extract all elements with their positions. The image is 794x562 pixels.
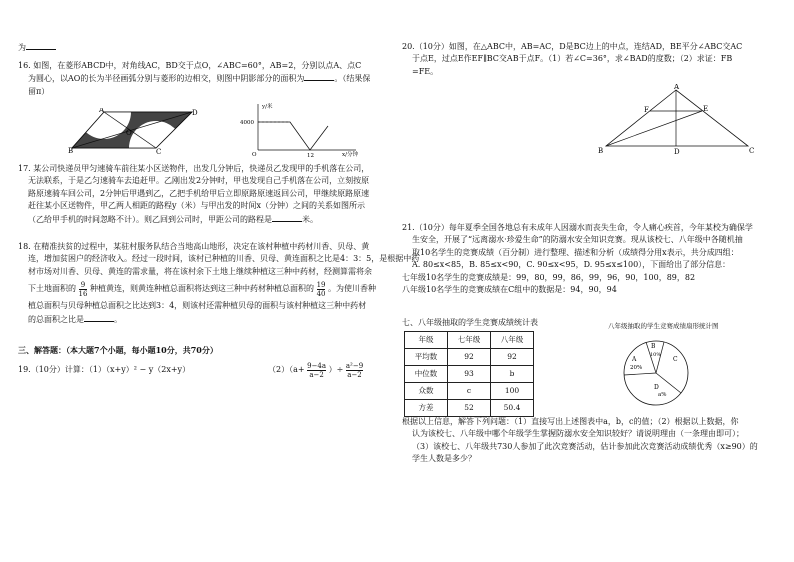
svg-text:A: A	[99, 108, 105, 114]
table-row: 方差 52 50.4	[405, 400, 534, 417]
svg-text:10%: 10%	[650, 352, 662, 358]
svg-text:a%: a%	[658, 392, 667, 398]
question-17: 17. 某公司快递员甲匀速骑车前往某小区送物件，出发几分钟后，快递员乙发现甲的手机落在公司， 无法联系，于是乙匀速骑车去追赶甲。乙刚出发2分钟时，甲也发现自己手机落在公司，立刻按原 路原速骑车回公司，2分钟后甲遇到乙，乙把手机给甲后立即原路原速返回公司，甲继续原路原速 赶往某小区送物件，甲乙两人相距的路程y（米）与甲出发的时间x（分钟）之间的关系如图所示 （乙给甲手机的时间忽略不计）。则乙回到公司时，甲距公司的路程是 米。	[18, 164, 370, 224]
svg-text:A: A	[632, 356, 637, 363]
svg-text:O: O	[126, 129, 132, 137]
svg-text:B: B	[68, 147, 74, 154]
svg-text:B: B	[651, 343, 656, 350]
svg-text:D: D	[674, 148, 680, 156]
section-3-heading: 三、解答题：（本大题7个小题，每小题10分，共70分）	[18, 345, 218, 355]
svg-text:D: D	[654, 384, 659, 391]
table-row: 平均数 92 92	[405, 349, 534, 366]
question-18: 18. 在精准扶贫的过程中，某驻村服务队结合当地高山地形，决定在该村种植中药材川香、贝母、黄 连，增加贫困户的经济收入。经过一段时间，该村已种植的川香、贝母、黄连面积之比是4：3：5，是根据中药 材市场对川香、贝母、黄连的需求量，将在该村余下土地上继续种植这三种中药材，经测算需将余 下土地面积的 $\frac{9}{16}$ 种植黄连，则黄连种植总面积将达到这三种中药材种植总面积的 $\frac{19}{40}$ 。为使川香种 植总面积与贝母种植总面积之比达到3：4，则该村还需种植贝母的面积与该村种植这三种中药材 的总面积之比是 。	[18, 242, 420, 324]
answer-blank-16	[304, 72, 334, 81]
svg-text:x/分钟: x/分钟	[342, 152, 358, 158]
svg-text:D: D	[192, 109, 198, 117]
graph-line	[258, 122, 328, 150]
svg-text:4000: 4000	[240, 120, 254, 126]
answer-blank-17	[272, 213, 302, 222]
svg-text:C: C	[749, 147, 755, 155]
table-header-row: 年级 七年级 八年级	[405, 332, 534, 349]
question-19-part1: 19.（10分）计算：（1）（x+y）² − y（2x+y）	[18, 365, 191, 374]
triangle-abc	[606, 90, 748, 146]
pie-chart	[618, 333, 714, 413]
answer-blank-18	[84, 313, 114, 322]
svg-text:20%: 20%	[630, 365, 643, 371]
svg-text:C: C	[673, 356, 678, 363]
stats-table	[404, 331, 534, 417]
question-21: 21.（10分）每年夏季全国各地总有未成年人因溺水而丧失生命，令人痛心疾首，今年某校为确保学 生安全，开展了“远离溺水·珍爱生命”的防溺水安全知识竞赛。现从该校七、八年级中各随机抽 取10名学生的竞赛成绩（百分制）进行整理、描述和分析（成绩得分用x表示，共分成四组： A. 80≤x<85，B. 85≤x<90，C. 90≤x<95，D. 95≤x≤100），下面给出了部分信息： 七年级10名学生的竞赛成绩是：99，80，99，86，99，96，90，100，89，82 八年级10名学生的竞赛成绩在C组中的数据是：94，90，94	[402, 223, 753, 294]
svg-text:12: 12	[307, 153, 314, 158]
question-20: 20.（10分）如图，在△ABC中，AB=AC，D是BC边上的中点，连结AD，BE平分∠ABC交AC 于点E，过点E作EF∥BC交AB于点F。（1）若∠C=36°，求∠BAD的度数；（2）求证：FB =FE。	[402, 42, 743, 76]
rhombus-figure	[68, 108, 198, 154]
answer-blank-15	[26, 41, 56, 50]
table-title: 七、八年级抽取的学生竞赛成绩统计表	[402, 318, 538, 327]
svg-text:B: B	[598, 147, 604, 155]
svg-text:O: O	[252, 152, 257, 158]
question-16: 16. 如图，在菱形ABCD中，对角线AC，BD交于点O，∠ABC=60°，AB=2，分别以点A、点C 为圆心，以AO的长为半径画弧分别与菱形的边相交，则图中阴影部分的面积为 。（结果保 留π）	[18, 61, 371, 96]
question-21-tasks: 根据以上信息，解答下列问题：（1）直接写出上述图表中a，b，c的值；（2）根据以上数据，你 认为该校七、八年级中哪个年级学生掌握防溺水安全知识较好？请说明理由（一条理由即可）； （3）该校七、八年级共730人参加了此次竞赛活动，估计参加此次竞赛活动成绩优秀（x≥90）的 学生人数是多少？	[402, 417, 758, 464]
svg-text:C: C	[156, 148, 162, 154]
line-0: 为	[18, 41, 56, 54]
svg-text:E: E	[703, 105, 709, 113]
segment-be	[606, 111, 702, 146]
svg-text:y/米: y/米	[262, 104, 273, 110]
pie-title: 八年级抽取的学生竞赛成绩扇形统计图	[608, 322, 719, 330]
question-19-part2: （2）（a+ $\frac{9-4a}{a-2}$ ）÷ $\frac{\text{a²−9}}{a-2}$	[268, 361, 364, 379]
fraction-19-40: $\frac{19}{40}$	[316, 280, 326, 298]
svg-text:A: A	[674, 84, 680, 91]
distance-time-graph	[238, 100, 368, 158]
table-row: 中位数 93 b	[405, 366, 534, 383]
table-row: 众数 c 100	[405, 383, 534, 400]
fraction-9-16: $\frac{9}{16}$	[78, 280, 88, 298]
svg-text:F: F	[644, 106, 649, 114]
triangle-figure	[598, 84, 758, 156]
